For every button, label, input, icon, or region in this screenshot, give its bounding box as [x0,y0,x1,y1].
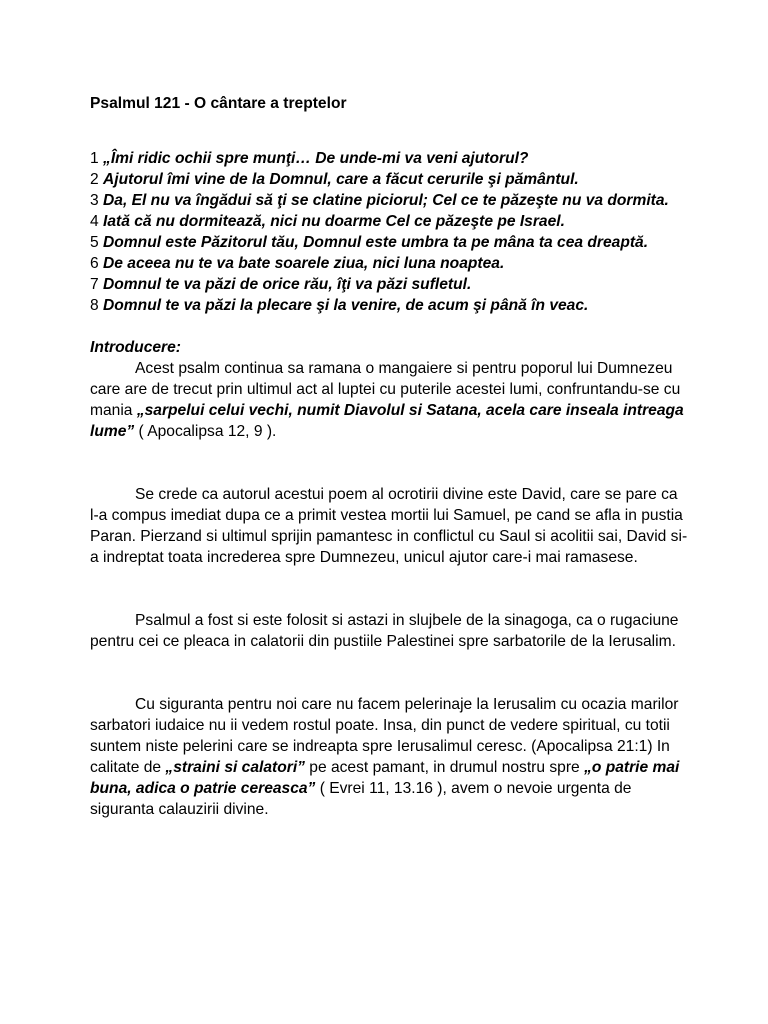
paragraph-text: Acest psalm continua sa ramana o mangaiere si pentru poporul lui Dumnezeu care are de trecut prin ultimul act al luptei cu puterile acestei lumi, confruntandu-se cu mania [90,360,681,419]
verse-list [90,148,690,316]
verse-number: 4 [90,213,104,230]
verse-6 [90,253,690,274]
verse-number: 1 [90,150,104,167]
verse-text: Iată că nu dormitează, nici nu doarme Cel ce păzeşte pe Israel. [103,213,565,230]
verse-text: De aceea nu te va bate soarele ziua, nici luna noaptea. [103,255,505,272]
verse-text: „Îmi ridic ochii spre munţi… De unde-mi va veni ajutorul? [103,150,529,167]
document-page [90,93,690,820]
verse-number: 2 [90,171,104,188]
scripture-quote: „o patrie mai buna, adica o patrie cereasca” [90,759,680,797]
paragraph-text: ( Evrei 11, 13.16 ), avem o nevoie urgenta de siguranta calauzirii divine. [90,780,632,818]
verse-number: 6 [90,255,104,272]
verse-text: Domnul este Păzitorul tău, Domnul este umbra ta pe mâna ta cea dreaptă. [103,234,649,251]
paragraph-2: Se crede ca autorul acestui poem al ocrotirii divine este David, care se pare ca l-a compus imediat dupa ce a primit vestea mortii lui Samuel, pe cand se afla in pustia Paran. Pierzand si ultimul sprijin pamantesc in conflictul cu Saul si acolitii sai, David si-a indreptat toata increderea spre Dumnezeu, unicul ajutor care-i mai ramasese. [90,486,688,566]
verse-number: 8 [90,297,104,314]
verse-number: 5 [90,234,104,251]
scripture-quote: „straini si calatori” [165,759,305,776]
paragraph-1 [90,358,690,442]
verse-text: Ajutorul îmi vine de la Domnul, care a făcut cerurile şi pământul. [103,171,579,188]
verse-1 [90,148,690,169]
paragraph-4 [90,694,690,820]
verse-text: Domnul te va păzi de orice rău, îţi va păzi sufletul. [103,276,472,293]
paragraph-text: pe acest pamant, in drumul nostru spre [304,759,585,776]
verse-2 [90,169,690,190]
verse-number: 7 [90,276,104,293]
verse-number: 3 [90,192,104,209]
page-title: Psalmul 121 - O cântare a treptelor [90,95,347,112]
verse-4 [90,211,690,232]
paragraph-text: Cu siguranta pentru noi care nu facem pelerinaje la Ierusalim cu ocazia marilor sarbatori iudaice nu ii vedem rostul poate. Insa, din punct de vedere spiritual, cu totii suntem niste pelerini care se indreapta spre Ierusalimul ceresc. (Apocalipsa 21:1) In calitate de [90,696,679,776]
verse-text: Domnul te va păzi la plecare şi la venire, de acum şi până în veac. [103,297,589,314]
verse-8 [90,295,690,316]
verse-text: Da, El nu va îngădui să ţi se clatine piciorul; Cel ce te păzeşte nu va dormita. [103,192,669,209]
scripture-quote: „sarpelui celui vechi, numit Diavolul si Satana, acela care inseala intreaga lume” [90,402,684,440]
paragraph-3: Psalmul a fost si este folosit si astazi in slujbele de la sinagoga, ca o rugaciune pentru cei ce pleaca in calatorii din pustiile Palestinei spre sarbatorile de la Ierusalim. [90,612,679,650]
paragraph-text: ( Apocalipsa 12, 9 ). [134,423,277,440]
section-heading: Introducere: [90,339,181,356]
verse-7 [90,274,690,295]
verse-3 [90,190,690,211]
verse-5 [90,232,690,253]
